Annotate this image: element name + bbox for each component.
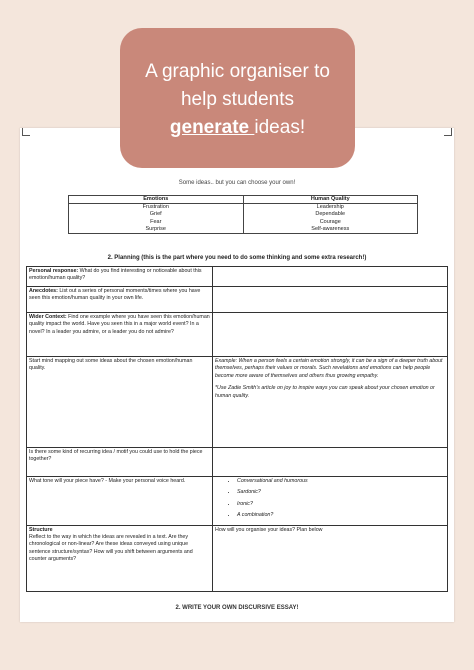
answer-cell[interactable]: How will you organise your ideas? Plan below — [213, 525, 448, 591]
example-paragraph: Example: When a person feels a certain emotion strongly, it can be a sign of a deeper truth about themselves, perhaps their values or morals. Such revelations and emotions can help people become more aware of themselves and others thus growing empathy. — [215, 358, 443, 379]
table-row — [69, 219, 418, 227]
answer-cell[interactable] — [213, 267, 448, 287]
answer-cell[interactable] — [213, 448, 448, 477]
page-corner-mark — [444, 128, 452, 136]
answer-cell[interactable] — [213, 313, 448, 357]
list-item: • A combination? — [237, 512, 445, 519]
table-row — [69, 211, 418, 219]
table-cell: Grief — [69, 211, 244, 219]
prompt-text: will your piece have? - Make your personal voice heard. — [53, 478, 186, 484]
prompt-text: Reflect to the way in which the ideas are revealed in a text. Are they chronological or non-linear? Are these ideas conveyed using unique sentence structure/syntax? How will you shift between arguments and counter arguments? — [29, 534, 193, 563]
list-item: • Ironic? — [237, 501, 445, 508]
planning-table — [26, 266, 448, 592]
ideas-caption: Some ideas.. but you can choose your own! — [178, 180, 296, 186]
essay-heading: 2. WRITE YOUR OWN DISCURSIVE ESSAY! — [175, 605, 299, 611]
prompt-label: Personal response: — [29, 268, 79, 274]
prompt-label: Anecdotes: — [29, 288, 58, 294]
table-row — [27, 267, 448, 287]
table-row — [27, 313, 448, 357]
prompt-cell — [27, 525, 213, 591]
table-cell: Courage — [243, 219, 418, 227]
prompt-text: What do you find interesting or noticeable about this emotion/human quality? — [29, 268, 202, 282]
list-item: • Conversational and humorous — [237, 478, 445, 485]
title-banner — [120, 28, 355, 168]
prompt-cell: Start mind mapping out some ideas about the chosen emotion/human quality. — [27, 357, 213, 448]
table-header-row — [69, 196, 418, 204]
prompt-label: Wider Context: — [29, 314, 67, 320]
prompt-cell: Is there some kind of recurring idea / motif you could use to hold the piece together? — [27, 448, 213, 477]
table-row — [69, 204, 418, 212]
prompt-label: What tone — [29, 478, 54, 484]
banner-line-3 — [120, 114, 355, 142]
column-header: Emotions — [69, 196, 244, 204]
table-row — [27, 357, 448, 448]
example-cell — [213, 357, 448, 448]
table-row — [69, 226, 418, 234]
banner-line-1: A graphic organiser to — [145, 61, 330, 82]
prompt-text: List out a series of personal moments/times where you have seen this emotion/human quality in your own life. — [29, 288, 201, 302]
table-cell: Self-awareness — [243, 226, 418, 234]
table-row — [27, 477, 448, 526]
tone-options-list — [237, 478, 445, 520]
table-cell: Fear — [69, 219, 244, 227]
column-header: Human Quality — [243, 196, 418, 204]
table-cell: Frustration — [69, 204, 244, 212]
prompt-cell — [27, 313, 213, 357]
banner-emphasis: generate — [169, 117, 255, 138]
table-row — [27, 448, 448, 477]
banner-line-3-rest: ideas! — [254, 117, 306, 138]
prompt-text: Find one example where you have seen this emotion/human quality impact the world. Have you seen this in a major world event? In a novel? In a leader you admire, or a leader you do not admire? — [29, 314, 210, 335]
options-cell — [213, 477, 448, 526]
example-note: *Use Zadie Smith's article on joy to inspire ways you can speak about your chosen emotion or human quality. — [215, 385, 435, 399]
prompt-cell — [27, 287, 213, 313]
answer-cell[interactable] — [213, 287, 448, 313]
emotion-quality-table — [68, 195, 418, 234]
prompt-label: Structure — [29, 526, 53, 533]
prompt-cell — [27, 477, 213, 526]
page-corner-mark — [22, 128, 30, 136]
banner-line-2: help students — [180, 89, 295, 110]
table-cell: Surprise — [69, 226, 244, 234]
table-row — [27, 287, 448, 313]
worksheet-page — [20, 128, 454, 622]
list-item: • Sardonic? — [237, 489, 445, 496]
prompt-cell — [27, 267, 213, 287]
table-cell: Leadership — [243, 204, 418, 212]
planning-heading: 2. Planning (this is the part where you need to do some thinking and some extra research!) — [107, 255, 367, 261]
table-cell: Dependable — [243, 211, 418, 219]
table-row — [27, 525, 448, 591]
